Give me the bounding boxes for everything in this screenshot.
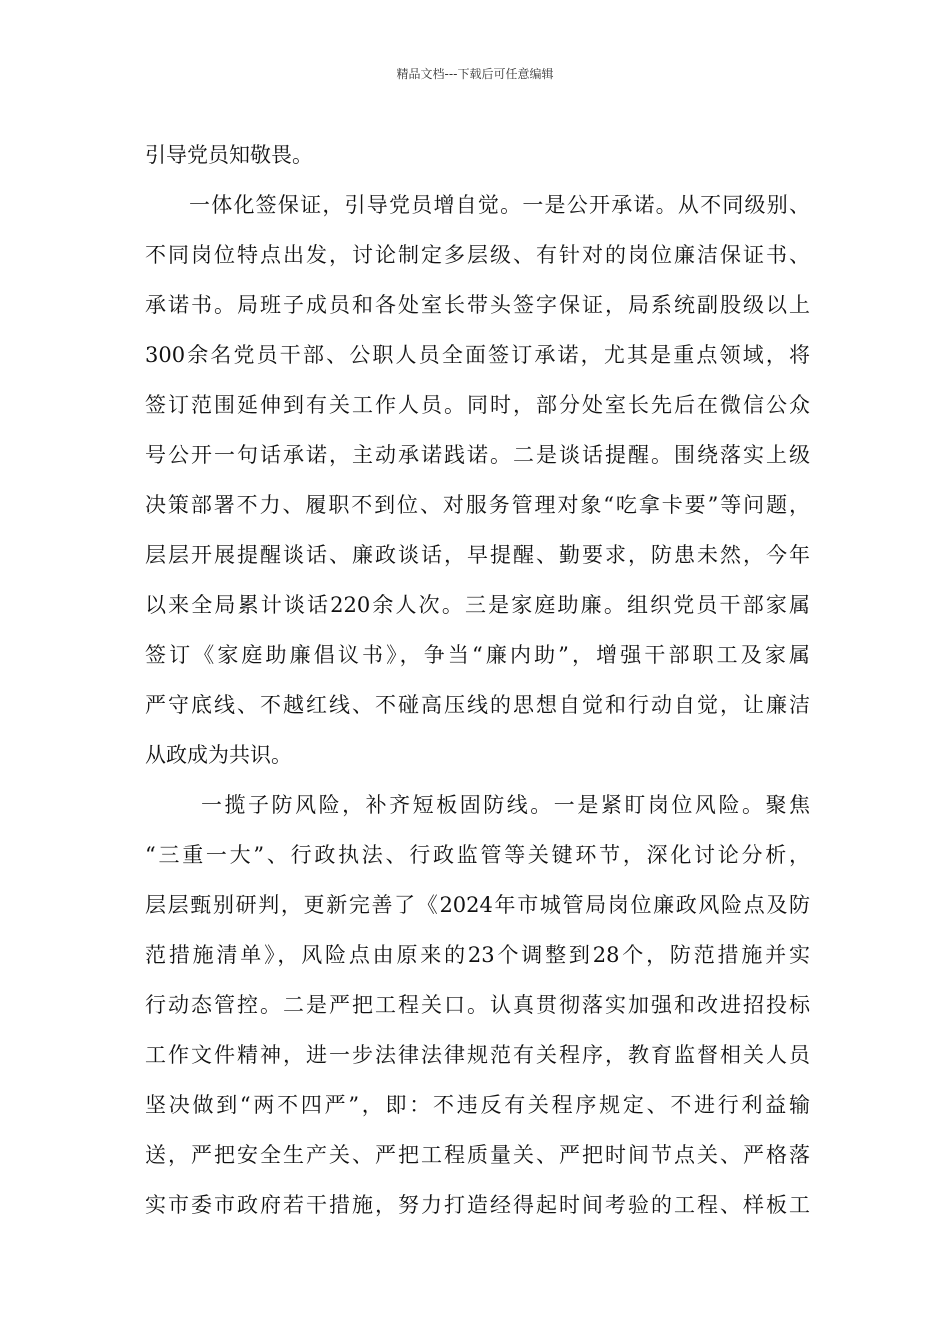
text-line: 工作文件精神，进一步法律法律规范有关程序，教育监督相关人员 <box>145 1043 810 1067</box>
text-line: 严守底线、不越红线、不碰高压线的思想自觉和行动自觉，让廉洁 <box>145 693 810 717</box>
text-line: 签订《家庭助廉倡议书》，争当“廉内助”，增强干部职工及家属 <box>145 643 810 667</box>
text-line: 一揽子防风险，补齐短板固防线。一是紧盯岗位风险。聚焦 <box>201 793 810 817</box>
text-line: 行动态管控。二是严把工程关口。认真贯彻落实加强和改进招投标 <box>145 993 810 1017</box>
text-line: 不同岗位特点出发，讨论制定多层级、有针对的岗位廉洁保证书、 <box>145 243 810 267</box>
text-line: 承诺书。局班子成员和各处室长带头签字保证，局系统副股级以上 <box>145 293 810 317</box>
page-header: 精品文档---下载后可任意编辑 <box>396 67 554 81</box>
text-line: 号公开一句话承诺，主动承诺践诺。二是谈话提醒。围绕落实上级 <box>145 443 810 467</box>
text-line: 实市委市政府若干措施，努力打造经得起时间考验的工程、样板工 <box>145 1193 810 1217</box>
text-line: 以来全局累计谈话220余人次。三是家庭助廉。组织党员干部家属 <box>145 593 810 617</box>
text-line: 决策部署不力、履职不到位、对服务管理对象“吃拿卡要”等问题， <box>145 493 810 517</box>
text-line: 一体化签保证，引导党员增自觉。一是公开承诺。从不同级别、 <box>189 193 810 217</box>
text-line: 送，严把安全生产关、严把工程质量关、严把时间节点关、严格落 <box>145 1143 810 1167</box>
text-line: 范措施清单》，风险点由原来的23个调整到28个，防范措施并实 <box>145 943 810 967</box>
text-line: 从政成为共识。 <box>145 743 292 767</box>
text-line: 签订范围延伸到有关工作人员。同时，部分处室长先后在微信公众 <box>145 393 810 417</box>
text-line: 层层甄别研判，更新完善了《2024年市城管局岗位廉政风险点及防 <box>145 893 810 917</box>
text-line: 层层开展提醒谈话、廉政谈话，早提醒、勤要求，防患未然，今年 <box>145 543 810 567</box>
text-line: 坚决做到“两不四严”，即：不违反有关程序规定、不进行利益输 <box>145 1093 810 1117</box>
text-line: “三重一大”、行政执法、行政监管等关键环节，深化讨论分析， <box>145 843 810 867</box>
text-line: 300余名党员干部、公职人员全面签订承诺，尤其是重点领域，将 <box>145 343 810 367</box>
body-text <box>145 130 810 1230</box>
text-line: 引导党员知敬畏。 <box>145 143 313 167</box>
